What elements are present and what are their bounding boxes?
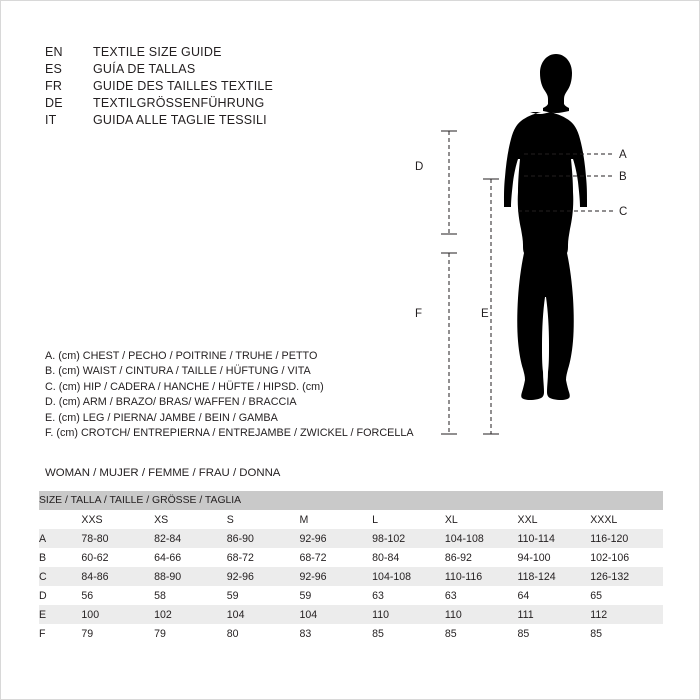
- cell: 63: [445, 586, 518, 605]
- cell: 80: [227, 624, 300, 643]
- cell: 104-108: [372, 567, 445, 586]
- language-code: IT: [45, 113, 57, 127]
- language-title-block: [45, 45, 345, 130]
- cell: 60-62: [81, 548, 154, 567]
- column-header-s: S: [227, 510, 300, 529]
- language-row: [45, 45, 345, 62]
- language-row: [45, 113, 345, 130]
- language-title: GUIDA ALLE TAGLIE TESSILI: [93, 113, 267, 127]
- cell: 82-84: [154, 529, 227, 548]
- cell: 63: [372, 586, 445, 605]
- legend-item-d: D. (cm) ARM / BRAZO/ BRAS/ WAFFEN / BRACCIA: [45, 396, 297, 409]
- column-header-l: L: [372, 510, 445, 529]
- column-header-xxs: XXS: [81, 510, 154, 529]
- cell: 86-92: [445, 548, 518, 567]
- cell: 111: [518, 605, 591, 624]
- column-header-m: M: [299, 510, 372, 529]
- cell: 110-116: [445, 567, 518, 586]
- cell: 58: [154, 586, 227, 605]
- row-label: D: [39, 586, 81, 605]
- legend-item-e: E. (cm) LEG / PIERNA/ JAMBE / BEIN / GAMBA: [45, 411, 278, 424]
- table-row: [39, 548, 663, 567]
- cell: 110-114: [518, 529, 591, 548]
- marker-label-f: F: [415, 308, 423, 320]
- cell: 92-96: [227, 567, 300, 586]
- table-column-header-row: [39, 510, 663, 529]
- marker-label-e: E: [481, 308, 489, 320]
- cell: 56: [81, 586, 154, 605]
- legend-item-c: C. (cm) HIP / CADERA / HANCHE / HÜFTE / HIPSD. (cm): [45, 380, 324, 393]
- row-label: F: [39, 624, 81, 643]
- cell: 126-132: [590, 567, 663, 586]
- cell: 102-106: [590, 548, 663, 567]
- cell: 64: [518, 586, 591, 605]
- cell: 85: [372, 624, 445, 643]
- language-title: GUÍA DE TALLAS: [93, 62, 196, 76]
- marker-label-b: B: [619, 171, 627, 183]
- cell: 65: [590, 586, 663, 605]
- cell: 116-120: [590, 529, 663, 548]
- marker-label-c: C: [619, 206, 628, 218]
- cell: 78-80: [81, 529, 154, 548]
- language-title: GUIDE DES TAILLES TEXTILE: [93, 79, 274, 93]
- table-row: [39, 624, 663, 643]
- cell: 98-102: [372, 529, 445, 548]
- cell: 104-108: [445, 529, 518, 548]
- size-table: [39, 491, 663, 643]
- cell: 110: [372, 605, 445, 624]
- row-label: B: [39, 548, 81, 567]
- language-code: ES: [45, 62, 63, 76]
- cell: 100: [81, 605, 154, 624]
- body-figure-diagram: [381, 21, 681, 461]
- table-row: [39, 567, 663, 586]
- cell: 84-86: [81, 567, 154, 586]
- marker-label-a: A: [619, 149, 627, 161]
- column-header: [39, 510, 81, 529]
- cell: 92-96: [299, 529, 372, 548]
- table-title-row: [39, 491, 663, 510]
- cell: 68-72: [299, 548, 372, 567]
- cell: 79: [154, 624, 227, 643]
- woman-silhouette-icon: [504, 54, 587, 400]
- cell: 86-90: [227, 529, 300, 548]
- column-header-xxl: XXL: [518, 510, 591, 529]
- language-code: FR: [45, 79, 63, 93]
- table-row: [39, 586, 663, 605]
- cell: 79: [81, 624, 154, 643]
- cell: 118-124: [518, 567, 591, 586]
- cell: 83: [299, 624, 372, 643]
- cell: 104: [299, 605, 372, 624]
- cell: 94-100: [518, 548, 591, 567]
- size-table-container: [39, 491, 663, 643]
- gender-label: WOMAN / MUJER / FEMME / FRAU / DONNA: [45, 467, 281, 479]
- table-row: [39, 605, 663, 624]
- language-code: DE: [45, 96, 63, 110]
- row-label: E: [39, 605, 81, 624]
- cell: 59: [227, 586, 300, 605]
- language-title: TEXTILGRÖSSENFÜHRUNG: [93, 96, 265, 110]
- cell: 88-90: [154, 567, 227, 586]
- cell: 59: [299, 586, 372, 605]
- language-row: [45, 96, 345, 113]
- language-row: [45, 62, 345, 79]
- cell: 85: [518, 624, 591, 643]
- row-label: C: [39, 567, 81, 586]
- column-header-xxxl: XXXL: [590, 510, 663, 529]
- language-title: TEXTILE SIZE GUIDE: [93, 45, 222, 59]
- cell: 64-66: [154, 548, 227, 567]
- cell: 85: [590, 624, 663, 643]
- language-row: [45, 79, 345, 96]
- language-code: EN: [45, 45, 63, 59]
- cell: 85: [445, 624, 518, 643]
- cell: 80-84: [372, 548, 445, 567]
- column-header-xl: XL: [445, 510, 518, 529]
- cell: 104: [227, 605, 300, 624]
- cell: 112: [590, 605, 663, 624]
- legend-item-f: F. (cm) CROTCH/ ENTREPIERNA / ENTREJAMBE / ZWICKEL / FORCELLA: [45, 427, 414, 440]
- silhouette-svg: [381, 21, 681, 461]
- table-row: [39, 529, 663, 548]
- table-title: SIZE / TALLA / TAILLE / GRÖSSE / TAGLIA: [39, 491, 663, 510]
- row-label: A: [39, 529, 81, 548]
- legend-item-b: B. (cm) WAIST / CINTURA / TAILLE / HÜFTUNG / VITA: [45, 365, 311, 378]
- column-header-xs: XS: [154, 510, 227, 529]
- marker-label-d: D: [415, 161, 424, 173]
- cell: 110: [445, 605, 518, 624]
- legend-item-a: A. (cm) CHEST / PECHO / POITRINE / TRUHE / PETTO: [45, 350, 318, 362]
- cell: 68-72: [227, 548, 300, 567]
- cell: 92-96: [299, 567, 372, 586]
- cell: 102: [154, 605, 227, 624]
